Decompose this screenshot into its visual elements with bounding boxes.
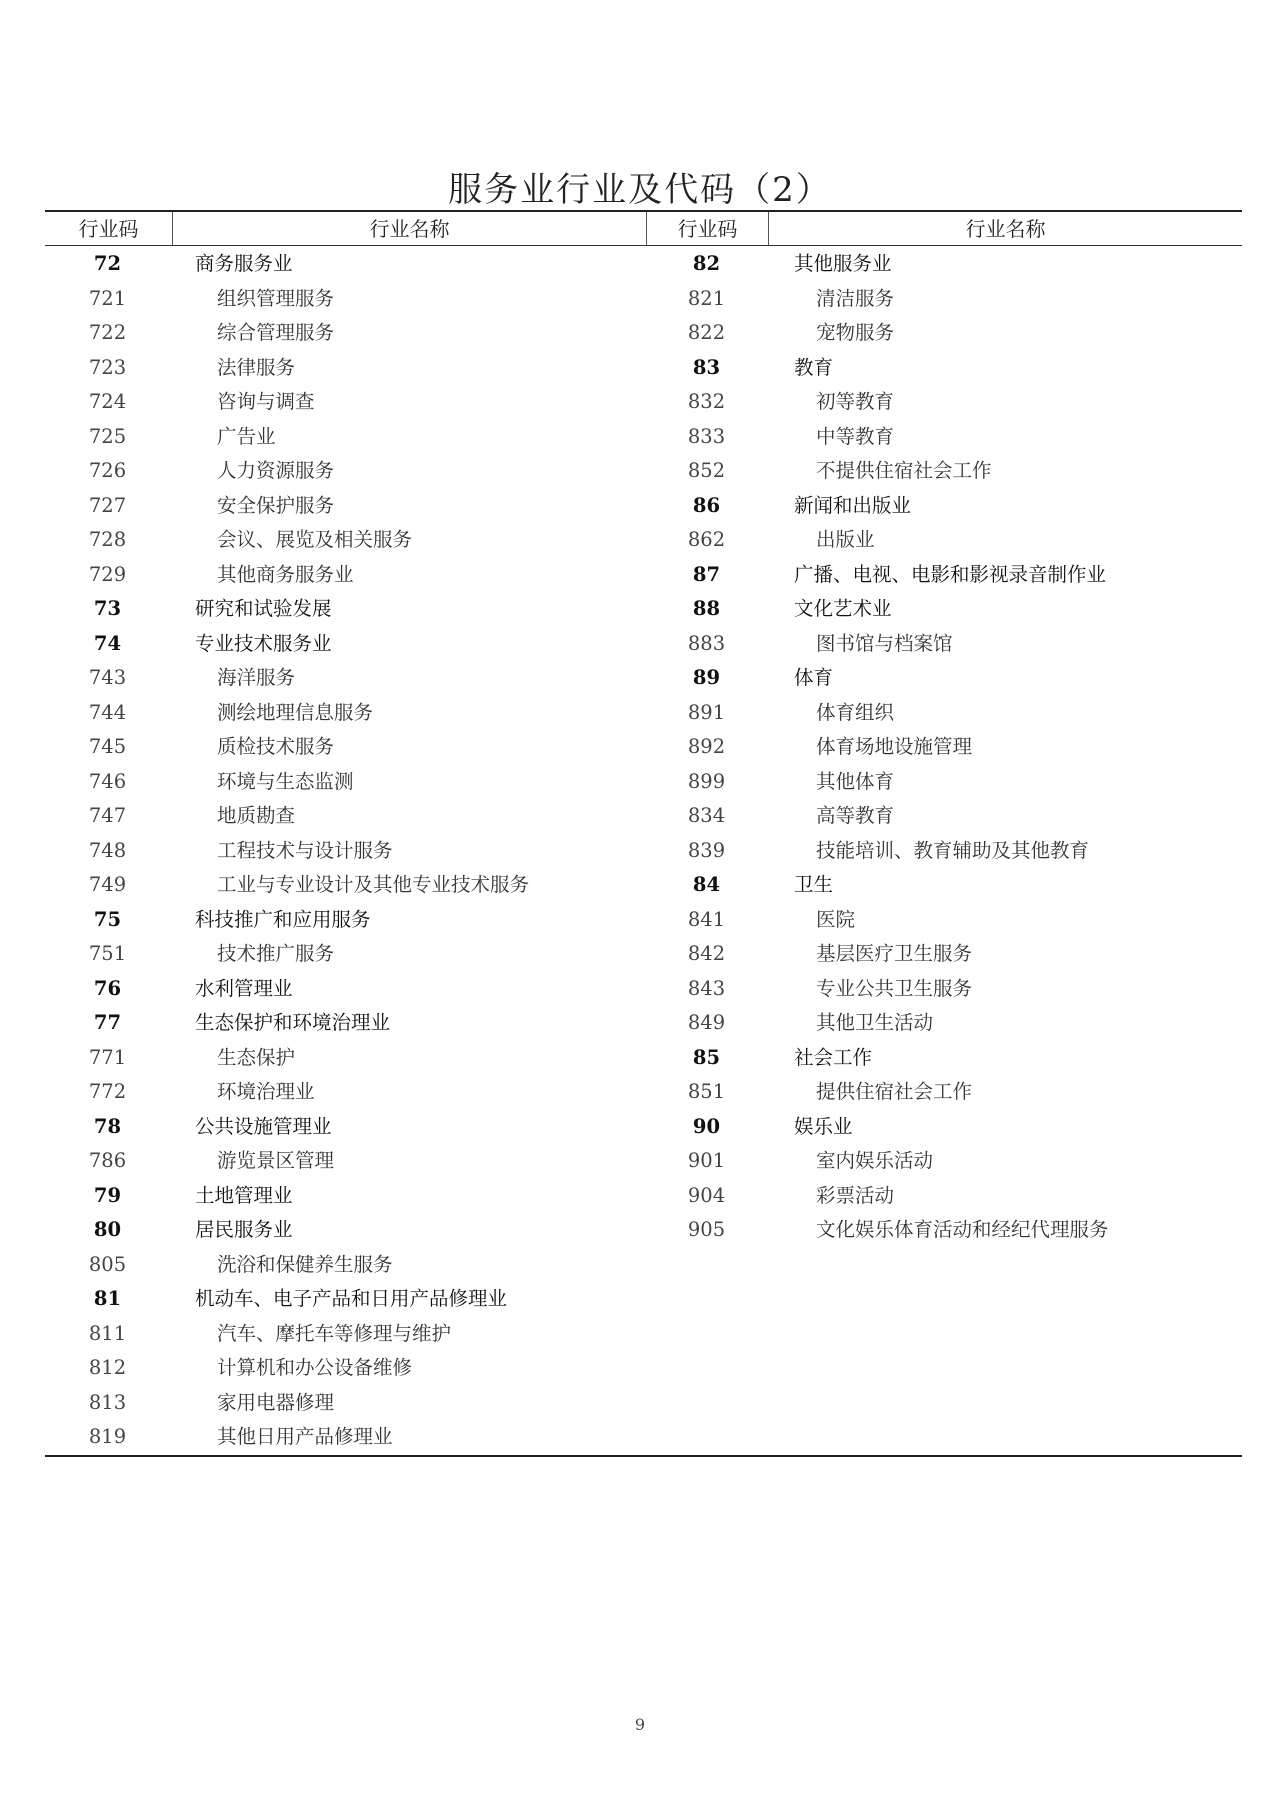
table-row — [45, 903, 645, 938]
industry-name: 会议、展览及相关服务 — [217, 528, 413, 551]
industry-code: 746 — [88, 769, 127, 793]
table-row — [644, 351, 1244, 386]
page-title: 服务业行业及代码（2） — [448, 170, 832, 210]
table-row — [644, 661, 1244, 696]
industry-name: 高等教育 — [816, 804, 895, 827]
industry-code: 849 — [687, 1011, 726, 1034]
industry-code: 833 — [687, 424, 726, 448]
table-row — [45, 1006, 645, 1041]
industry-code: 728 — [88, 528, 127, 551]
industry-name: 专业技术服务业 — [195, 631, 332, 655]
industry-name: 清洁服务 — [816, 286, 895, 310]
header-name-left: 行业名称 — [369, 217, 450, 241]
table-row — [45, 420, 645, 455]
industry-name: 文化娱乐体育活动和经纪代理服务 — [816, 1218, 1109, 1241]
industry-code: 83 — [692, 355, 721, 379]
table-row — [45, 868, 645, 903]
industry-code: 743 — [88, 666, 127, 689]
industry-code: 883 — [687, 631, 726, 655]
industry-name: 医院 — [816, 907, 856, 931]
industry-code: 904 — [687, 1183, 726, 1207]
industry-name: 体育场地设施管理 — [816, 735, 973, 758]
table-row — [45, 799, 645, 834]
table-row — [45, 1041, 645, 1076]
industry-name: 组织管理服务 — [217, 286, 335, 310]
table-row — [45, 523, 645, 558]
industry-name: 机动车、电子产品和日用产品修理业 — [195, 1287, 508, 1310]
industry-name: 环境治理业 — [217, 1080, 315, 1103]
industry-code: 725 — [88, 424, 127, 448]
table-row — [644, 937, 1244, 972]
industry-name: 咨询与调查 — [217, 390, 315, 413]
industry-name: 专业公共卫生服务 — [816, 976, 973, 1000]
industry-name: 水利管理业 — [195, 976, 293, 1000]
table-row — [45, 592, 645, 627]
table-row — [644, 282, 1244, 317]
industry-code: 842 — [687, 942, 726, 965]
industry-name: 技术推广服务 — [217, 942, 335, 965]
industry-code: 862 — [687, 528, 726, 551]
industry-code: 73 — [93, 597, 122, 620]
industry-name: 工程技术与设计服务 — [217, 838, 393, 862]
industry-name: 宠物服务 — [816, 321, 895, 344]
table-row — [45, 834, 645, 869]
industry-code: 80 — [93, 1218, 122, 1241]
table-row — [644, 420, 1244, 455]
table-row — [644, 316, 1244, 351]
industry-name: 娱乐业 — [794, 1114, 853, 1138]
table-row — [45, 972, 645, 1007]
industry-name: 洗浴和保健养生服务 — [217, 1252, 393, 1276]
industry-code: 89 — [692, 666, 721, 689]
table-row — [45, 730, 645, 765]
table-row — [45, 1179, 645, 1214]
industry-name: 基层医疗卫生服务 — [816, 942, 973, 965]
table-row — [644, 1179, 1244, 1214]
industry-code: 81 — [93, 1287, 122, 1310]
table-row — [45, 558, 645, 593]
industry-code: 751 — [88, 942, 127, 965]
table-row — [644, 489, 1244, 524]
industry-name: 环境与生态监测 — [217, 769, 354, 793]
industry-code: 87 — [692, 562, 721, 586]
industry-name: 计算机和办公设备维修 — [217, 1356, 413, 1379]
table-row — [644, 385, 1244, 420]
industry-code: 892 — [687, 735, 726, 758]
industry-name: 不提供住宿社会工作 — [816, 459, 992, 482]
industry-name: 工业与专业设计及其他专业技术服务 — [217, 873, 530, 896]
table-row — [644, 1075, 1244, 1110]
industry-name: 生态保护 — [217, 1045, 296, 1069]
industry-code: 722 — [88, 321, 127, 344]
industry-code: 899 — [687, 769, 726, 793]
industry-name: 土地管理业 — [195, 1183, 293, 1207]
industry-name: 游览景区管理 — [217, 1149, 335, 1172]
industry-name: 新闻和出版业 — [794, 493, 912, 517]
table-row — [644, 730, 1244, 765]
industry-code: 86 — [692, 493, 721, 517]
table-row — [644, 1213, 1244, 1248]
industry-code: 822 — [687, 321, 726, 344]
industry-code: 852 — [687, 459, 726, 482]
industry-name: 技能培训、教育辅助及其他教育 — [816, 838, 1090, 862]
right-column — [644, 247, 1244, 1248]
industry-code: 851 — [687, 1080, 726, 1103]
industry-name: 法律服务 — [217, 355, 296, 379]
industry-name: 图书馆与档案馆 — [816, 631, 953, 655]
industry-code: 811 — [88, 1321, 127, 1345]
industry-code: 726 — [88, 459, 127, 482]
table-row — [644, 1110, 1244, 1145]
header-code-right: 行业码 — [677, 217, 738, 241]
table-row — [45, 489, 645, 524]
industry-code: 85 — [692, 1045, 721, 1069]
table-row — [45, 661, 645, 696]
industry-name: 汽车、摩托车等修理与维护 — [217, 1321, 452, 1345]
table-row — [644, 627, 1244, 662]
industry-name: 科技推广和应用服务 — [195, 907, 371, 931]
industry-name: 居民服务业 — [195, 1218, 293, 1241]
industry-code: 841 — [687, 907, 726, 931]
table-row — [45, 247, 645, 282]
industry-name: 其他服务业 — [794, 252, 892, 275]
table-row — [45, 1351, 645, 1386]
industry-code: 832 — [687, 390, 726, 413]
industry-code: 724 — [88, 390, 127, 413]
industry-code: 72 — [93, 252, 122, 275]
table-row — [45, 282, 645, 317]
table-row — [644, 972, 1244, 1007]
industry-code: 786 — [88, 1149, 127, 1172]
industry-code: 771 — [88, 1045, 127, 1069]
table-row — [45, 1386, 645, 1421]
industry-name: 商务服务业 — [195, 252, 293, 275]
table-row — [644, 868, 1244, 903]
table-row — [45, 385, 645, 420]
industry-name: 安全保护服务 — [217, 493, 335, 517]
industry-name: 研究和试验发展 — [195, 597, 332, 620]
table-row — [644, 799, 1244, 834]
page-number: 9 — [634, 1715, 646, 1734]
left-column — [45, 247, 645, 1455]
industry-name: 体育 — [794, 666, 834, 689]
table-row — [644, 592, 1244, 627]
industry-name: 质检技术服务 — [217, 735, 335, 758]
industry-code: 84 — [692, 873, 721, 896]
table-row — [45, 765, 645, 800]
industry-code: 812 — [88, 1356, 127, 1379]
table-row — [644, 454, 1244, 489]
table-row — [644, 558, 1244, 593]
industry-code: 747 — [88, 804, 127, 827]
industry-code: 88 — [692, 597, 721, 620]
table-bottom-rule — [45, 1455, 1242, 1457]
header-name-right: 行业名称 — [965, 217, 1046, 241]
table-row — [45, 1282, 645, 1317]
table-row — [644, 247, 1244, 282]
industry-code: 839 — [687, 838, 726, 862]
industry-code: 76 — [93, 976, 122, 1000]
table-row — [45, 937, 645, 972]
industry-name: 广播、电视、电影和影视录音制作业 — [794, 562, 1107, 586]
industry-name: 初等教育 — [816, 390, 895, 413]
industry-name: 社会工作 — [794, 1045, 873, 1069]
table-row — [644, 765, 1244, 800]
industry-code: 78 — [93, 1114, 122, 1138]
industry-name: 海洋服务 — [217, 666, 296, 689]
industry-code: 813 — [88, 1390, 127, 1414]
industry-code: 843 — [687, 976, 726, 1000]
table-row — [644, 1144, 1244, 1179]
industry-name: 其他卫生活动 — [816, 1011, 934, 1034]
table-row — [644, 834, 1244, 869]
industry-code: 729 — [88, 562, 127, 586]
industry-name: 地质勘查 — [217, 804, 296, 827]
industry-name: 体育组织 — [816, 700, 895, 724]
industry-name: 其他日用产品修理业 — [217, 1425, 393, 1448]
industry-name: 其他商务服务业 — [217, 562, 354, 586]
table-row — [45, 627, 645, 662]
industry-code: 90 — [692, 1114, 721, 1138]
table-row — [45, 1110, 645, 1145]
industry-code: 721 — [88, 286, 127, 310]
table-row — [45, 316, 645, 351]
industry-code: 727 — [88, 493, 127, 517]
industry-code: 901 — [687, 1149, 726, 1172]
table-row — [644, 523, 1244, 558]
industry-code: 79 — [93, 1183, 122, 1207]
industry-code: 819 — [88, 1425, 127, 1448]
table-row — [45, 1420, 645, 1455]
industry-name: 家用电器修理 — [217, 1390, 335, 1414]
industry-code: 891 — [687, 700, 726, 724]
industry-code: 834 — [687, 804, 726, 827]
industry-name: 广告业 — [217, 424, 276, 448]
industry-code: 772 — [88, 1080, 127, 1103]
industry-name: 测绘地理信息服务 — [217, 700, 374, 724]
table-row — [45, 1317, 645, 1352]
industry-name: 卫生 — [794, 873, 834, 896]
table-row — [45, 1248, 645, 1283]
industry-name: 彩票活动 — [816, 1183, 895, 1207]
industry-code: 749 — [88, 873, 127, 896]
industry-code: 744 — [88, 700, 127, 724]
industry-name: 室内娱乐活动 — [816, 1149, 934, 1172]
industry-code: 74 — [93, 631, 122, 655]
header-code-left: 行业码 — [78, 217, 139, 241]
table-row — [45, 1075, 645, 1110]
table-row — [644, 903, 1244, 938]
table-row — [45, 454, 645, 489]
table-row — [644, 696, 1244, 731]
industry-name: 中等教育 — [816, 424, 895, 448]
industry-code: 82 — [692, 252, 721, 275]
table-row — [644, 1041, 1244, 1076]
industry-code: 805 — [88, 1252, 127, 1276]
industry-code: 77 — [93, 1011, 122, 1034]
industry-code: 821 — [687, 286, 726, 310]
industry-name: 人力资源服务 — [217, 459, 335, 482]
table-row — [45, 351, 645, 386]
table-row — [45, 1144, 645, 1179]
industry-name: 提供住宿社会工作 — [816, 1080, 973, 1103]
industry-code: 748 — [88, 838, 127, 862]
industry-code: 75 — [93, 907, 122, 931]
table-row — [45, 696, 645, 731]
industry-code: 905 — [687, 1218, 726, 1241]
table-row — [45, 1213, 645, 1248]
industry-name: 公共设施管理业 — [195, 1114, 332, 1138]
industry-name: 生态保护和环境治理业 — [195, 1011, 391, 1034]
industry-name: 综合管理服务 — [217, 321, 335, 344]
industry-name: 出版业 — [816, 528, 875, 551]
industry-name: 文化艺术业 — [794, 597, 892, 620]
industry-name: 教育 — [794, 355, 834, 379]
table-row — [644, 1006, 1244, 1041]
industry-code: 723 — [88, 355, 127, 379]
industry-name: 其他体育 — [816, 769, 895, 793]
industry-code: 745 — [88, 735, 127, 758]
